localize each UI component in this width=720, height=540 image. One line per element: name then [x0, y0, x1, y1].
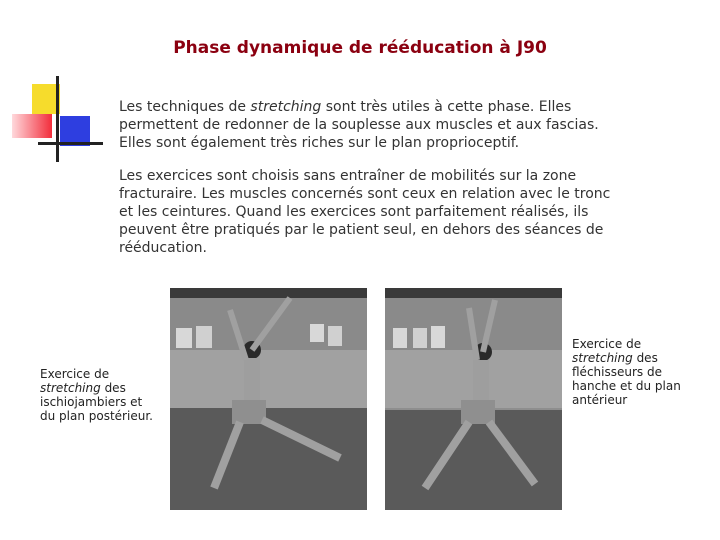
paragraph-exercises: Les exercices sont choisis sans entraîner de mobilités sur la zone fracturaire. Les muscles concernés sont ceux en relation avec le tronc et les ceintures. Quand les exercices sont parfaitement réalisés, ils peuvent être pratiqués par le patient seul, en dehors des séances de rééducation. — [119, 168, 611, 256]
caption-left-emphasis: stretching — [40, 381, 101, 395]
caption-left-before: Exercice de — [40, 367, 110, 381]
logo-red-square — [12, 114, 52, 138]
decorative-logo — [8, 76, 103, 164]
logo-horizontal-line — [38, 142, 103, 145]
paragraph-1-before: Les techniques de — [119, 99, 251, 115]
logo-vertical-line — [56, 76, 59, 162]
photo-hip-flexor-stretch — [385, 288, 562, 510]
caption-right-after: des fléchisseurs de hanche et du plan antérieur — [572, 351, 681, 407]
paragraph-stretching-intro — [119, 98, 619, 152]
caption-right — [572, 337, 697, 407]
caption-left-after: des ischiojambiers et du plan postérieur. — [40, 381, 153, 423]
caption-left — [40, 367, 158, 423]
paragraph-1-emphasis: stretching — [250, 99, 322, 115]
caption-right-before: Exercice de — [572, 337, 642, 351]
photo-hamstring-stretch — [170, 288, 367, 510]
slide-title: Phase dynamique de rééducation à J90 — [173, 38, 547, 58]
caption-right-emphasis: stretching — [572, 351, 633, 365]
paragraph-1-after: sont très utiles à cette phase. Elles permettent de redonner de la souplesse aux muscles et aux fascias. Elles sont également très riches sur le plan proprioceptif. — [119, 99, 599, 151]
